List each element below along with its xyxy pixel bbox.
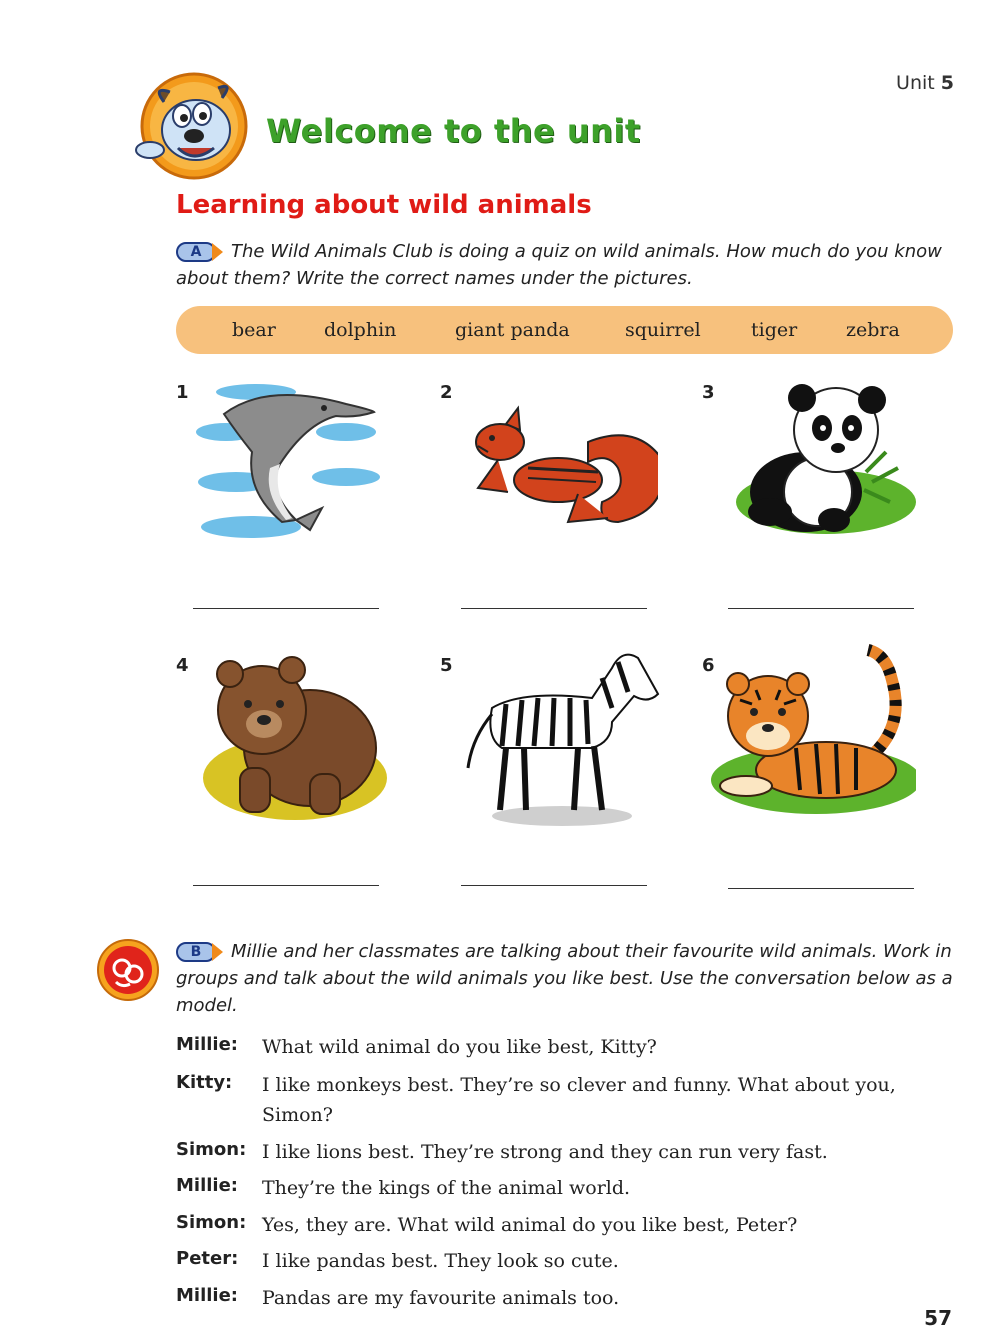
dialogue-text: I like lions best. They’re strong and they can run very fast. [262, 1141, 828, 1163]
speaker-name: Millie: [176, 1175, 238, 1196]
bear-icon [200, 648, 390, 838]
unit-number: 5 [940, 72, 954, 94]
part-b-tag [176, 942, 223, 962]
page-number: 57 [924, 1306, 952, 1330]
dialogue-text: I like pandas best. They look so cute. [262, 1250, 619, 1272]
dialogue-text: Pandas are my favourite animals too. [262, 1287, 620, 1309]
picture-number: 1 [176, 382, 189, 403]
part-b-instruction [176, 938, 966, 1019]
mascot-dog-icon [130, 72, 252, 184]
part-a-instruction-text: The Wild Animals Club is doing a quiz on wild animals. How much do you know about them? Write the correct names under the pictures. [176, 241, 942, 289]
speaker-name: Peter: [176, 1248, 239, 1269]
picture-number: 3 [702, 382, 715, 403]
word-bank [176, 306, 953, 354]
word-bank-item: squirrel [625, 319, 701, 341]
answer-line[interactable] [728, 608, 914, 609]
part-b-instruction-text: Millie and her classmates are talking about their favourite wild animals. Work in groups and talk about the wild animals you like best. Use the conversation below as a model. [176, 941, 953, 1016]
unit-label [896, 72, 954, 94]
word-bank-item: tiger [751, 319, 798, 341]
picture-number: 4 [176, 655, 189, 676]
play-arrow-icon [212, 243, 223, 261]
picture-number: 6 [702, 655, 715, 676]
speaker-name: Kitty: [176, 1072, 233, 1093]
speaker-name: Millie: [176, 1285, 238, 1306]
part-a-instruction [176, 238, 946, 292]
word-bank-item: zebra [846, 319, 900, 341]
speaker-name: Simon: [176, 1212, 247, 1233]
word-bank-item: dolphin [324, 319, 397, 341]
answer-line[interactable] [728, 888, 914, 889]
dialogue-text: Yes, they are. What wild animal do you like best, Peter? [262, 1214, 798, 1236]
zebra-icon [462, 638, 652, 828]
answer-line[interactable] [461, 885, 647, 886]
word-bank-item: bear [232, 319, 276, 341]
part-b-tag-label: B [176, 942, 216, 962]
unit-prefix: Unit [896, 72, 935, 94]
answer-line[interactable] [461, 608, 647, 609]
word-bank-item: giant panda [455, 319, 570, 341]
picture-number: 5 [440, 655, 453, 676]
play-arrow-icon [212, 943, 223, 961]
tiger-icon [696, 640, 886, 830]
part-a-tag [176, 242, 223, 262]
section-heading: Learning about wild animals [176, 190, 592, 220]
answer-line[interactable] [193, 885, 379, 886]
speaker-name: Millie: [176, 1034, 238, 1055]
pair-work-icon [96, 938, 160, 1002]
answer-line[interactable] [193, 608, 379, 609]
part-a-tag-label: A [176, 242, 216, 262]
speaker-name: Simon: [176, 1139, 247, 1160]
squirrel-icon [468, 372, 658, 562]
dialogue-text: They’re the kings of the animal world. [262, 1177, 631, 1199]
dialogue-text: What wild animal do you like best, Kitty? [262, 1036, 657, 1058]
panda-icon [726, 372, 916, 562]
unit-title: Welcome to the unit [266, 112, 641, 150]
dolphin-icon [196, 372, 386, 562]
picture-number: 2 [440, 382, 453, 403]
dialogue-text: I like monkeys best. They’re so clever and funny. What about you, Simon? [262, 1074, 896, 1126]
